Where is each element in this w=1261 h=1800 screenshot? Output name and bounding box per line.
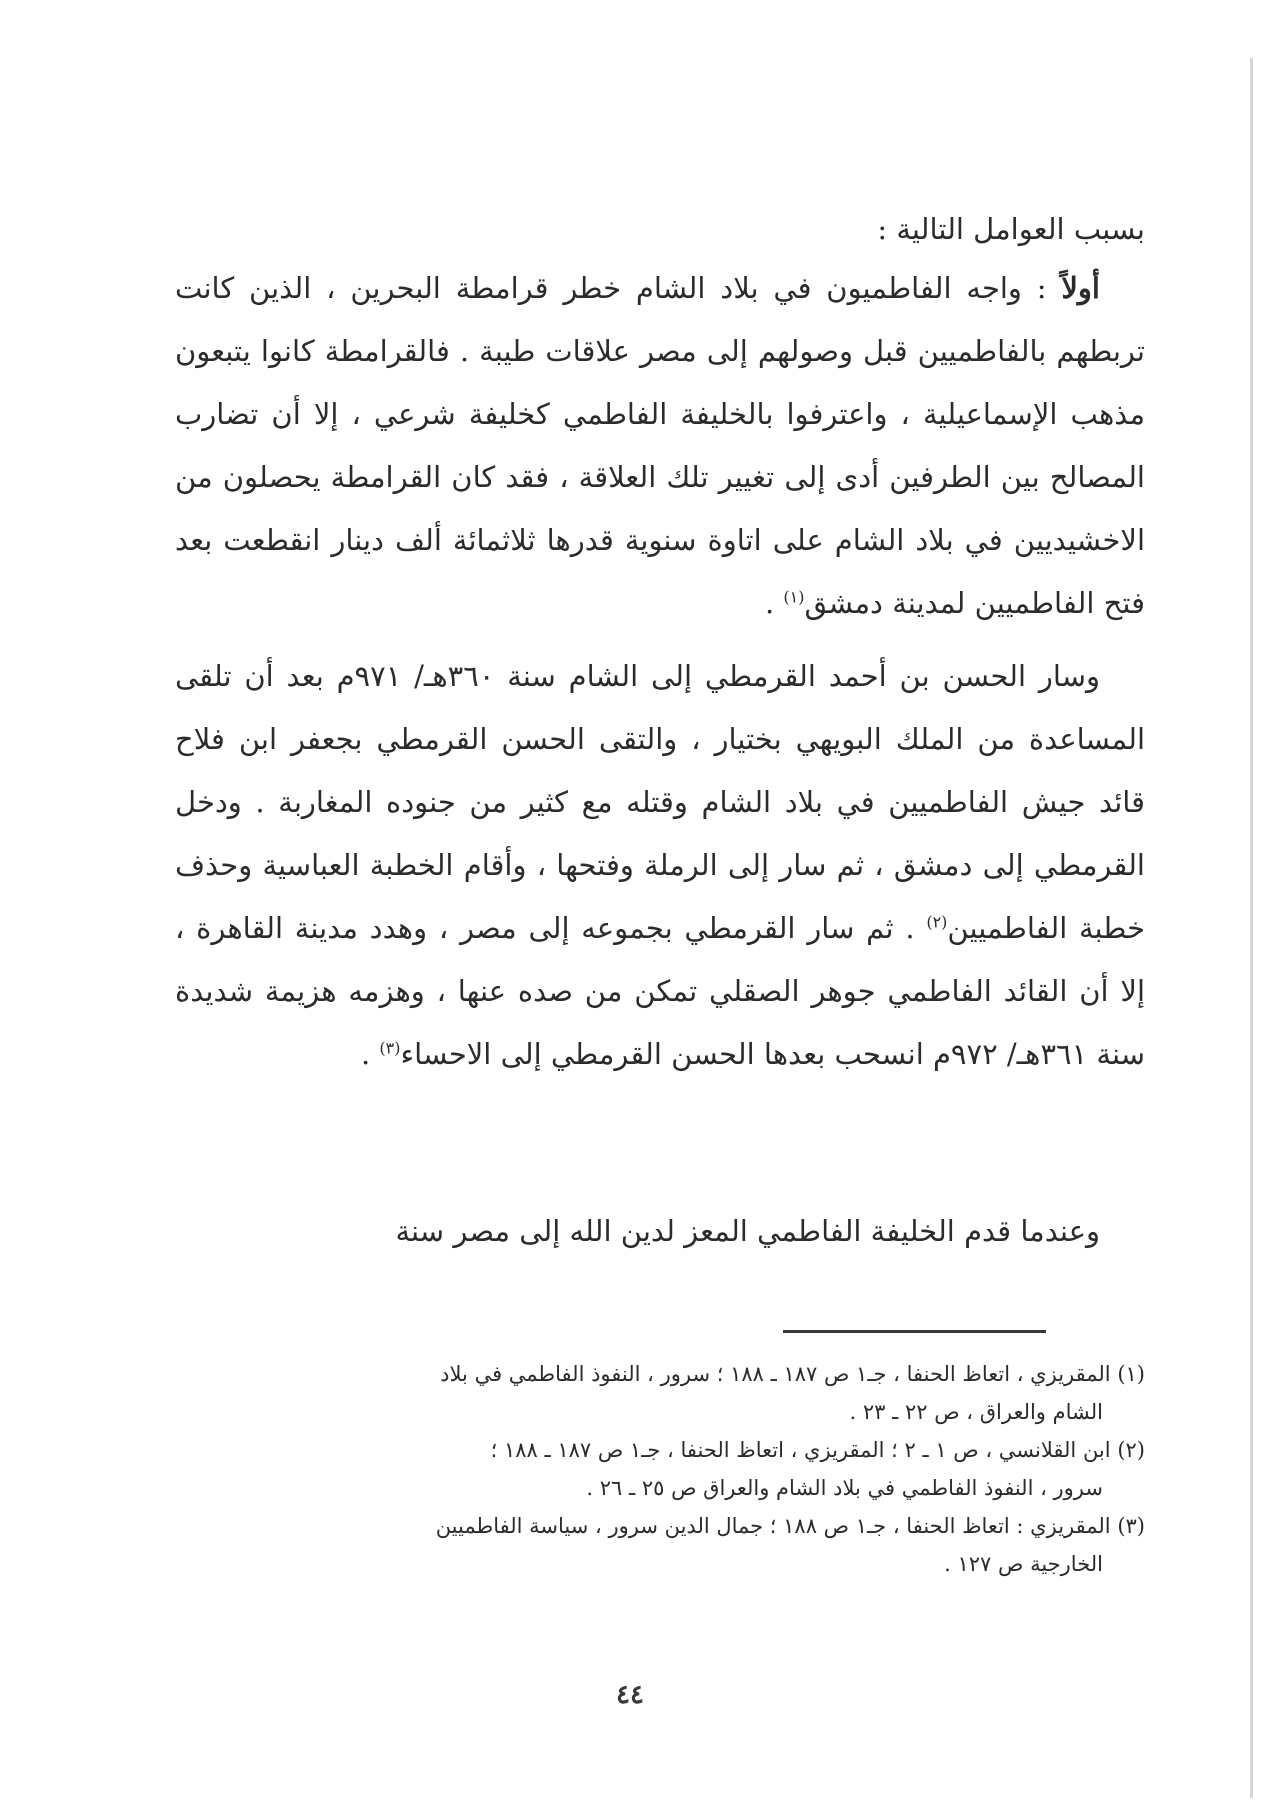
- footnote-ref[interactable]: (١): [783, 587, 805, 607]
- footnote-ref[interactable]: (٢): [926, 912, 948, 932]
- paragraph-1: أولاً : واجه الفاطميون في بلاد الشام خطر قرامطة البحرين ، الذين كانت تربطهم بالفاطميين قبل وصولهم إلى مصر علاقات طيبة . فالقرامطة كانوا يتبعون مذهب الإسماعيلية ، واعترفوا بالخليفة الفاطمي كخليفة شرعي ، إلا أن تضارب المصالح بين الطرفين أدى إلى تغيير تلك العلاقة ، فقد كان القرامطة يحصلون من الاخشيديين في بلاد الشام على اتاوة سنوية قدرها ثلاثمائة ألف دينار انقطعت بعد فتح الفاطميين لمدينة دمشق$^{(١)}$ .: [175, 271, 1146, 620]
- footnote-text: سرور ، النفوذ الفاطمي في بلاد الشام والعراق ص ٢٥ ـ ٢٦ .: [586, 1476, 1103, 1500]
- footnote-text: الخارجية ص ١٢٧ .: [944, 1552, 1103, 1576]
- heading-line: بسبب العوامل التالية :: [877, 212, 1145, 246]
- footnote-text: ابن القلانسي ، ص ١ ـ ٢ ؛ المقريزي ، اتعاظ الحنفا ، جـ١ ص ١٨٧ ـ ١٨٨ ؛: [490, 1438, 1111, 1462]
- footnote-text: المقريزي : اتعاظ الحنفا ، جـ١ ص ١٨٨ ؛ جمال الدين سرور ، سياسة الفاطميين: [435, 1514, 1111, 1538]
- text-line: . ثم سار: [807, 911, 915, 945]
- text-line: وسار الحسن بن أحمد القرمطي إلى الشام سنة ٣٦٠هـ/: [414, 659, 1101, 693]
- footnote-2: [175, 1431, 1145, 1507]
- text-line: كخليفة شرعي ، إلا أن تضارب المصالح بين الطرفين أدى إلى تغيير تلك: [175, 397, 1145, 494]
- text-line: اتاوة سنوية قدرها ثلاثمائة ألف دينار انقطعت بعد فتح الفاطميين لمدينة: [175, 523, 1145, 620]
- paragraph-lead: أولاً: [1061, 271, 1100, 305]
- text-line: ٩٧١م بعد أن تلقى المساعدة من الملك البويهي بختيار ، والتقى الحسن: [175, 659, 1145, 756]
- footnote-ref[interactable]: (٣): [379, 1038, 401, 1058]
- footnotes: [175, 1355, 1145, 1583]
- text-line: وفتحها ، وأقام الخطبة العباسية وحذف خطبة الفاطميين: [175, 848, 1146, 945]
- footnote-marker: (١): [1117, 1362, 1145, 1386]
- footnote-text: الشام والعراق ، ص ٢٢ ـ ٢٣ .: [849, 1400, 1103, 1424]
- footnote-separator: [783, 1330, 1046, 1333]
- text-line: كثير من جنوده المغاربة . ودخل القرمطي إلى دمشق ، ثم سار إلى الرملة: [175, 785, 1145, 882]
- page-edge-shadow: [1250, 58, 1253, 1798]
- paragraph-2: وسار الحسن بن أحمد القرمطي إلى الشام سنة ٣٦٠هـ/ ٩٧١م بعد أن تلقى المساعدة من الملك البويهي بختيار ، والتقى الحسن القرمطي بجعفر ابن فلاح قائد جيش الفاطميين في بلاد الشام وقتله مع كثير من جنوده المغاربة . ودخل القرمطي إلى دمشق ، ثم سار إلى الرملة وفتحها ، وأقام الخطبة العباسية وحذف خطبة الفاطميين$^{(٢)}$ . ثم سار القرمطي بجموعه إلى مصر ، وهدد مدينة القاهرة ، إلا أن القائد الفاطمي جوهر الصقلي تمكن من صده عنها ، وهزمه هزيمة شديدة سنة ٣٦١هـ/ ٩٧٢م انسحب بعدها الحسن القرمطي إلى الاحساء$^{(٣)}$ .: [175, 659, 1146, 1071]
- footnote-text: المقريزي ، اتعاظ الحنفا ، جـ١ ص ١٨٧ ـ ١٨٨ ؛ سرور ، النفوذ الفاطمي في بلاد: [440, 1362, 1111, 1386]
- text-line: الذين كانت تربطهم بالفاطميين قبل وصولهم إلى مصر علاقات طيبة .: [175, 271, 1146, 368]
- paragraph-3: [175, 1200, 1145, 1263]
- text-line: القرمطي بجعفر ابن فلاح قائد جيش الفاطميين في بلاد الشام وقتله مع: [175, 722, 1145, 819]
- text-line: العلاقة ، فقد كان القرامطة يحصلون من الاخشيديين في بلاد الشام على: [175, 460, 1146, 557]
- text-line: وعندما قدم الخليفة الفاطمي المعز لدين الله إلى مصر سنة: [395, 1214, 1100, 1248]
- footnote-3: [175, 1507, 1145, 1583]
- text-line: القرمطي بجموعه إلى مصر ، وهدد مدينة القاهرة ، إلا أن القائد الفاطمي: [175, 911, 1146, 1008]
- text-line: دمشق: [804, 586, 883, 620]
- text-line: جوهر الصقلي تمكن من صده عنها ، وهزمه هزيمة شديدة سنة ٣٦١هـ/: [175, 974, 1145, 1071]
- page-number: ٤٤: [616, 1680, 644, 1710]
- footnote-1: [175, 1355, 1145, 1431]
- text-line: ٩٧٢م انسحب بعدها الحسن القرمطي إلى الاحساء: [400, 1037, 998, 1071]
- text-line: : واجه الفاطميون في بلاد الشام خطر قرامطة البحرين ،: [326, 271, 1047, 305]
- footnote-marker: (٣): [1117, 1514, 1145, 1538]
- footnote-marker: (٢): [1117, 1438, 1145, 1462]
- text-line: فالقرامطة كانوا يتبعون مذهب الإسماعيلية ، واعترفوا بالخليفة الفاطمي: [175, 334, 1145, 431]
